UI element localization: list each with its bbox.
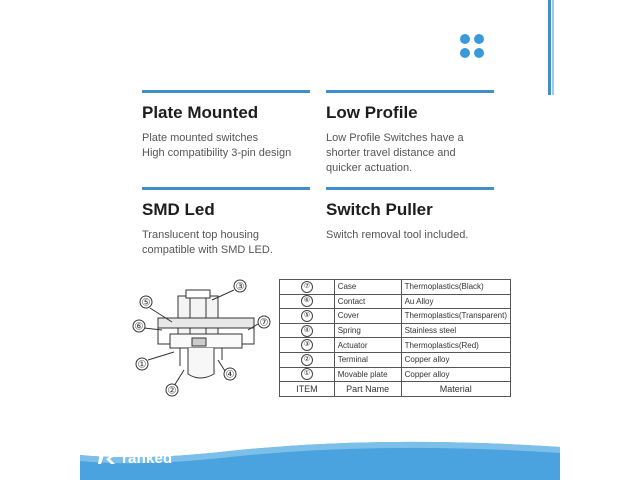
brand-name: ranked — [122, 449, 173, 467]
item-number: ⑦ — [301, 281, 313, 293]
part-name: Actuator — [334, 338, 401, 353]
part-name: Contact — [334, 294, 401, 309]
feature-desc: Low Profile Switches have a shorter travel distance and quicker actuation. — [326, 132, 464, 174]
table-row — [280, 280, 511, 295]
feature-title: SMD Led — [142, 200, 215, 219]
feature-rule — [326, 187, 494, 190]
feature-desc: Switch removal tool included. — [326, 229, 469, 241]
material: Stainless steel — [401, 323, 510, 338]
item-number: ① — [301, 368, 313, 380]
item-number: ⑥ — [301, 295, 313, 307]
callout-2: ② — [167, 385, 177, 397]
material: Copper alloy — [401, 367, 510, 382]
feature-smd-led — [142, 187, 310, 258]
table-header-row — [280, 382, 511, 397]
header-material: Material — [401, 382, 510, 397]
feature-rule — [326, 90, 494, 93]
item-number: ⑤ — [301, 310, 313, 322]
feature-low-profile — [326, 90, 494, 176]
callout-3: ③ — [235, 281, 245, 293]
material: Copper alloy — [401, 352, 510, 367]
feature-desc: Translucent top housing compatible with SMD LED. — [142, 229, 273, 256]
feature-switch-puller — [326, 187, 494, 243]
item-number: ② — [301, 354, 313, 366]
switch-diagram — [130, 278, 275, 398]
feature-desc: Plate mounted switches High compatibility 3-pin design — [142, 132, 292, 159]
part-name: Spring — [334, 323, 401, 338]
table-row — [280, 294, 511, 309]
parts-table — [279, 279, 511, 397]
callout-7: ⑦ — [259, 317, 269, 329]
feature-rule — [142, 90, 310, 93]
part-name: Case — [334, 280, 401, 295]
callout-1: ① — [137, 359, 147, 371]
feature-rule — [142, 187, 310, 190]
table-row — [280, 338, 511, 353]
header-item: ITEM — [280, 382, 335, 397]
accent-bar-light — [552, 0, 554, 95]
item-number: ③ — [301, 339, 313, 351]
material: Thermoplastics(Transparent) — [401, 309, 510, 324]
brand — [98, 446, 172, 470]
callout-5: ⑤ — [141, 297, 151, 309]
table-row — [280, 323, 511, 338]
table-row — [280, 309, 511, 324]
callout-6: ⑥ — [134, 321, 144, 333]
callout-4: ④ — [225, 369, 235, 381]
part-name: Movable plate — [334, 367, 401, 382]
dots-grid-icon — [460, 34, 486, 60]
feature-plate-mounted — [142, 90, 310, 161]
material: Au Alloy — [401, 294, 510, 309]
feature-title: Plate Mounted — [142, 103, 259, 122]
feature-title: Switch Puller — [326, 200, 433, 219]
material: Thermoplastics(Black) — [401, 280, 510, 295]
part-name: Cover — [334, 309, 401, 324]
accent-bar — [548, 0, 551, 95]
material: Thermoplastics(Red) — [401, 338, 510, 353]
part-name: Terminal — [334, 352, 401, 367]
feature-title: Low Profile — [326, 103, 418, 122]
table-row — [280, 352, 511, 367]
ranked-logo-icon — [98, 450, 118, 466]
item-number: ④ — [301, 325, 313, 337]
header-part-name: Part Name — [334, 382, 401, 397]
table-row — [280, 367, 511, 382]
